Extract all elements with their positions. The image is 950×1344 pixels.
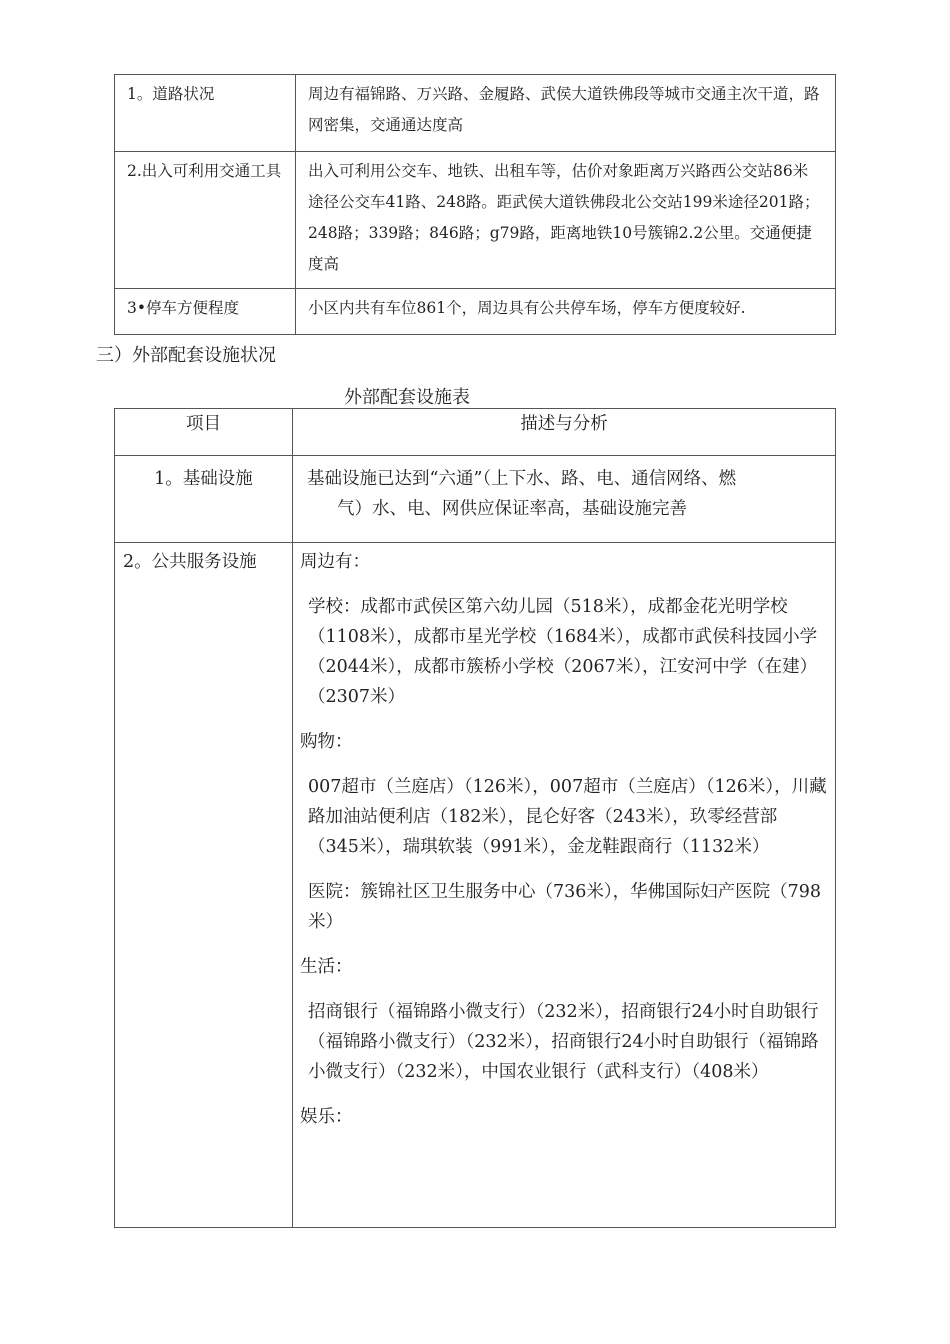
- table-caption: 外部配套设施表: [344, 387, 470, 408]
- header-desc: 描述与分析: [293, 409, 836, 456]
- entertainment-label: 娱乐：: [300, 1107, 353, 1127]
- infrastructure-line-2: 气）水、电、网供应保证率高，基础设施完善: [337, 499, 687, 519]
- section-heading: 三）外部配套设施状况: [96, 345, 276, 366]
- parking-desc: 小区内共有车位861个，周边具有公共停车场，停车方便度较好.: [296, 289, 836, 335]
- table-row: [115, 152, 836, 289]
- infrastructure-line-1: 基础设施已达到“六通”（上下水、路、电、通信网络、燃: [307, 469, 737, 489]
- shopping-list: 007超市（兰庭店）（126米），007超市（兰庭店）（126米），川藏路加油站便利店（182米），昆仑好客（243米），玖零经营部（345米），瑞琪软装（991米），金龙鞋跟商行（1132米）: [308, 777, 827, 857]
- infrastructure-desc: [293, 456, 836, 543]
- public-service-label: 2。公共服务设施: [115, 543, 293, 1228]
- life-label: 生活：: [300, 957, 353, 977]
- traffic-table: [114, 74, 836, 335]
- table-row: [115, 75, 836, 152]
- life-list: 招商银行（福锦路小微支行）（232米），招商银行24小时自助银行（福锦路小微支行）（232米），招商银行24小时自助银行（福锦路小微支行）（232米），中国农业银行（武科支行）（408米）: [308, 1002, 819, 1082]
- shopping-label: 购物：: [300, 732, 353, 752]
- table-header-row: [115, 409, 836, 456]
- infrastructure-label: 1。基础设施: [115, 456, 293, 543]
- table-row: [115, 289, 836, 335]
- transport-label: 2.出入可利用交通工具: [115, 152, 296, 289]
- hospital-list: 医院：簇锦社区卫生服务中心（736米），华佛国际妇产医院（798米）: [308, 882, 822, 932]
- public-service-desc: [293, 543, 836, 1228]
- transport-desc: 出入可利用公交车、地铁、出租车等，估价对象距离万兴路西公交站86米途径公交车41路、248路。距武侯大道铁佛段北公交站199米途径201路；248路；339路；846路；g79路，距离地铁10号簇锦2.2公里。交通便捷度高: [296, 152, 836, 289]
- header-item: 项目: [115, 409, 293, 456]
- school-list: 学校：成都市武侯区第六幼儿园（518米），成都金花光明学校（1108米），成都市星光学校（1684米），成都市武侯科技园小学（2044米），成都市簇桥小学校（2067米），江安河中学（在建）（2307米）: [308, 597, 818, 707]
- table-row: [115, 543, 836, 1228]
- road-condition-desc: 周边有福锦路、万兴路、金履路、武侯大道铁佛段等城市交通主次干道，路网密集，交通通达度高: [296, 75, 836, 152]
- parking-label: 3•停车方便程度: [115, 289, 296, 335]
- facility-table: [114, 408, 836, 1228]
- table-row: [115, 456, 836, 543]
- road-condition-label: 1。道路状况: [115, 75, 296, 152]
- public-intro: 周边有：: [300, 552, 370, 572]
